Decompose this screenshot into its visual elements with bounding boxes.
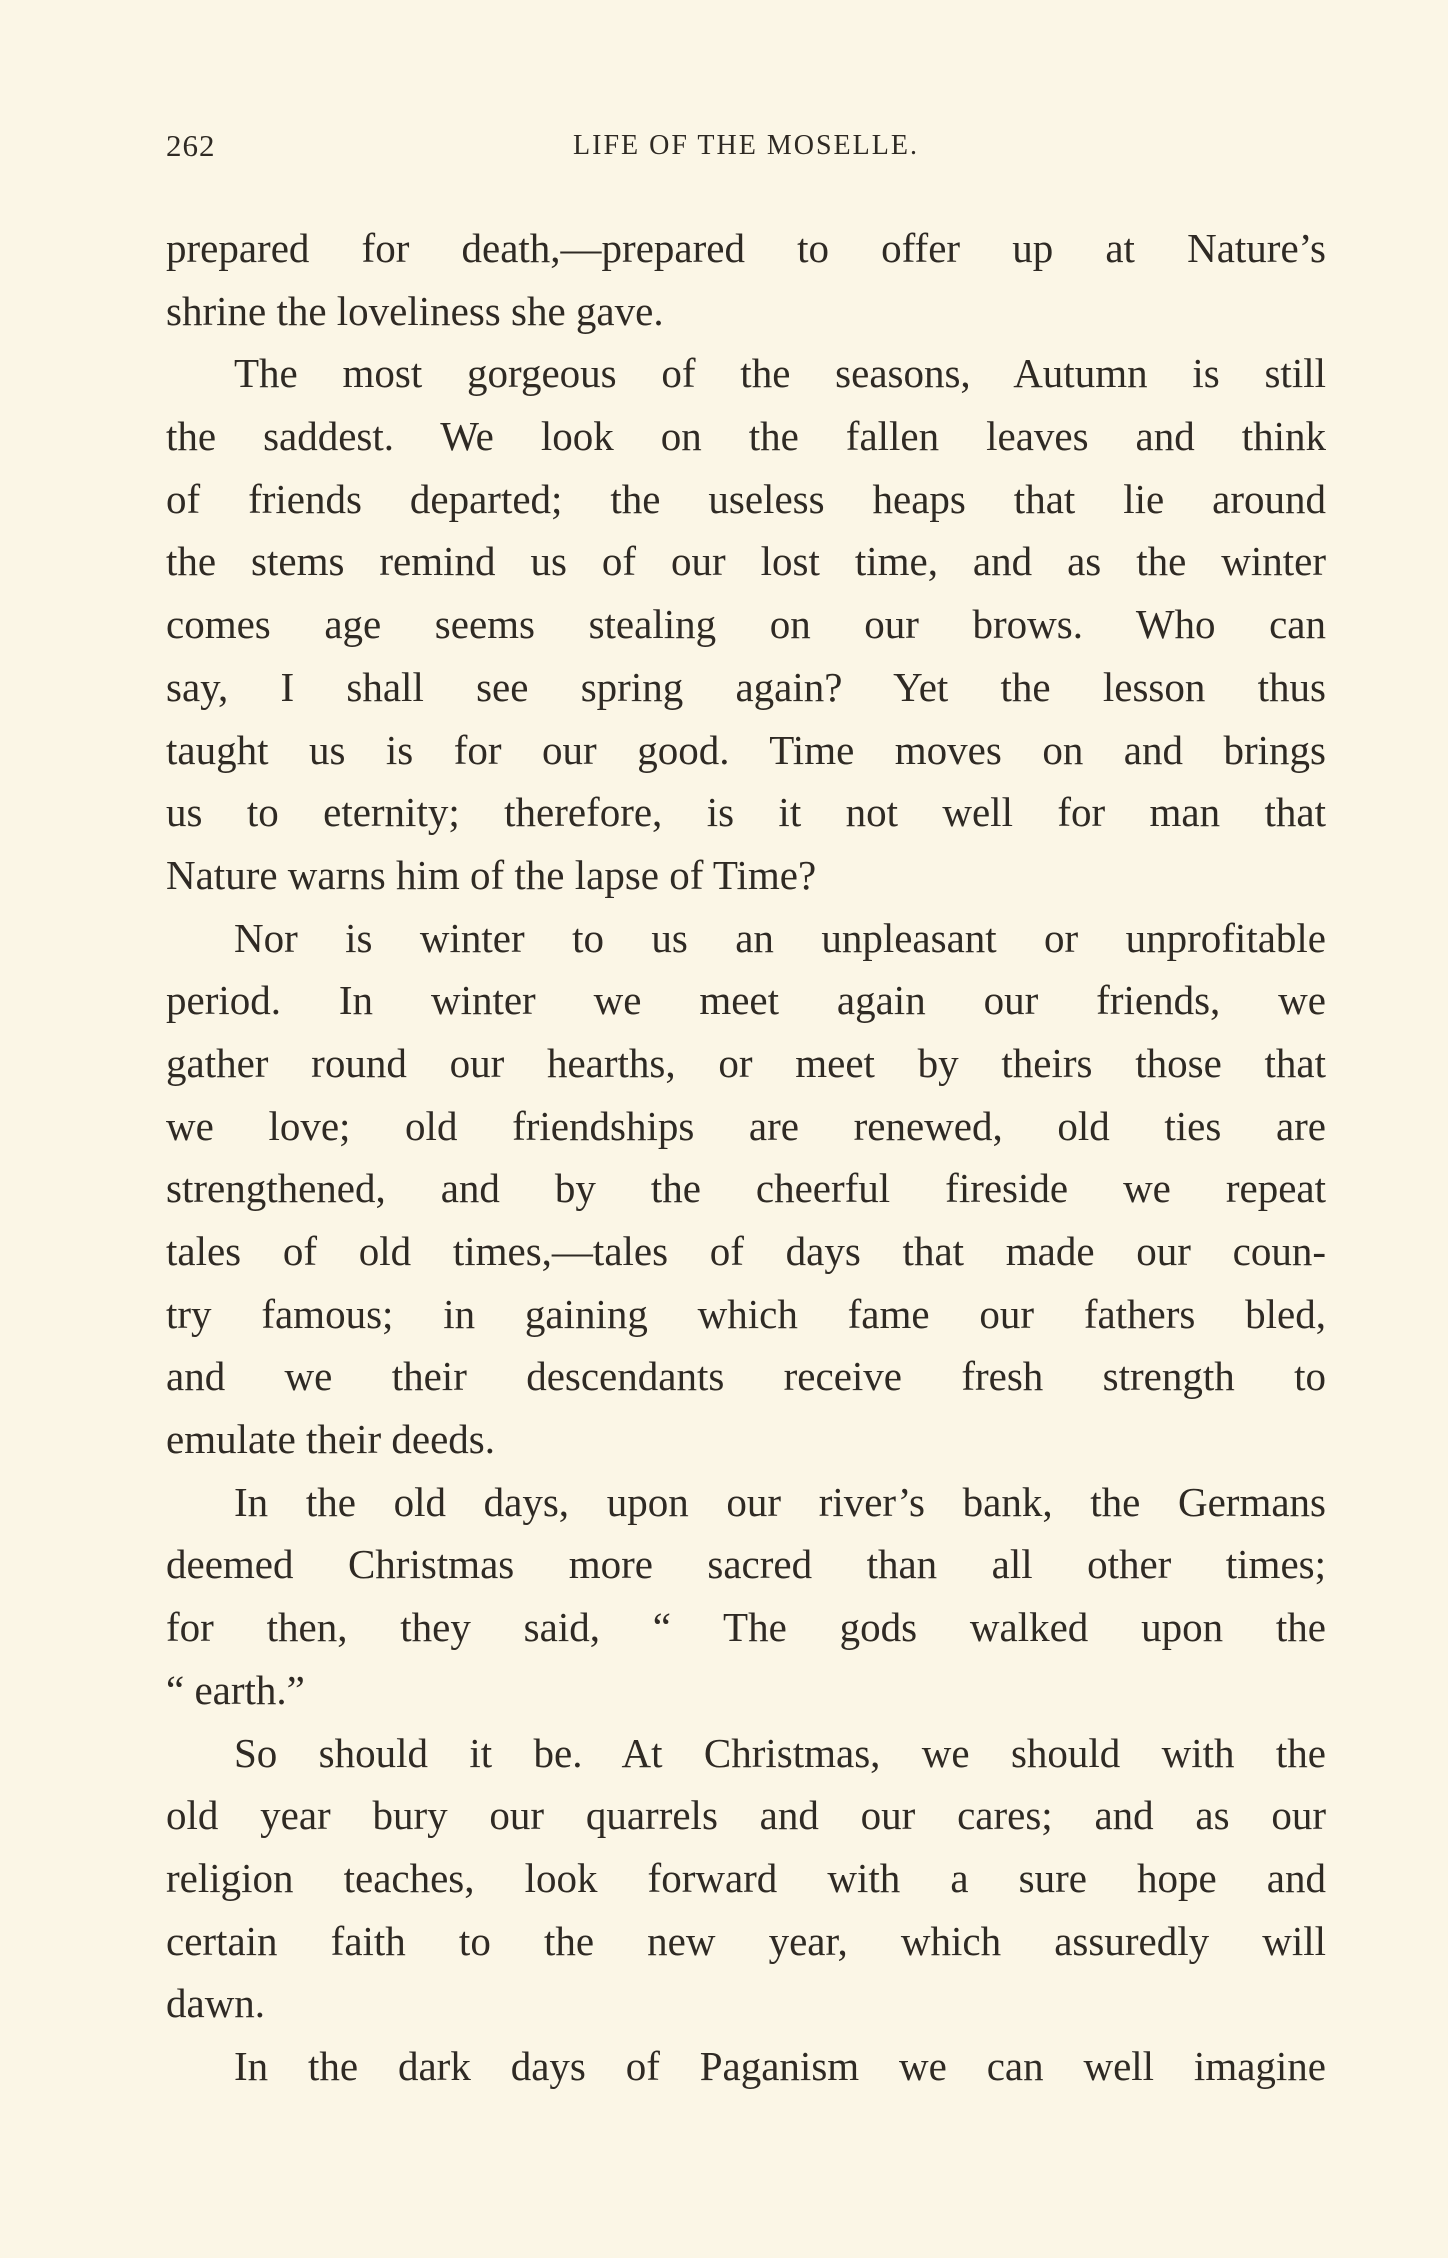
text-line: prepared for death,—prepared to offer up at Nature’s bbox=[166, 225, 1326, 271]
text-line: try famous; in gaining which fame our fathers bled, bbox=[166, 1290, 1326, 1337]
page-number: 262 bbox=[166, 128, 216, 163]
text-line: Nor is winter to us an unpleasant or unprofitable bbox=[234, 914, 1326, 961]
text-line: strengthened, and by the cheerful fireside we repeat bbox=[166, 1165, 1326, 1212]
running-head: LIFE OF THE MOSELLE. bbox=[573, 130, 919, 161]
text-line: In the old days, upon our river’s bank, the Germans bbox=[234, 1478, 1326, 1525]
text-line: So should it be. At Christmas, we should with the bbox=[234, 1729, 1326, 1776]
text-line: emulate their deeds. bbox=[166, 1416, 496, 1463]
text-line: taught us is for our good. Time moves on and brings bbox=[166, 726, 1326, 773]
text-line: deemed Christmas more sacred than all other times; bbox=[166, 1541, 1326, 1588]
text-line: religion teaches, look forward with a sure hope and bbox=[166, 1854, 1326, 1901]
body-text bbox=[166, 217, 1326, 2098]
text-line: the saddest. We look on the fallen leaves and think bbox=[166, 413, 1326, 460]
text-line: The most gorgeous of the seasons, Autumn is still bbox=[234, 350, 1326, 397]
text-line: and we their descendants receive fresh strength to bbox=[166, 1353, 1326, 1400]
text-line: dawn. bbox=[166, 1980, 266, 2027]
text-line: we love; old friendships are renewed, old ties are bbox=[166, 1102, 1326, 1149]
text-line: of friends departed; the useless heaps that lie around bbox=[166, 475, 1326, 522]
text-line: shrine the loveliness she gave. bbox=[166, 287, 664, 334]
text-line: for then, they said, “ The gods walked upon the bbox=[166, 1604, 1326, 1651]
text-line: comes age seems stealing on our brows. Who can bbox=[166, 601, 1326, 648]
text-line: period. In winter we meet again our friends, we bbox=[166, 977, 1326, 1024]
text-line: tales of old times,—tales of days that made our coun- bbox=[166, 1228, 1326, 1274]
text-line: the stems remind us of our lost time, and as the winter bbox=[166, 538, 1326, 585]
text-line: “ earth.” bbox=[166, 1666, 305, 1713]
text-line: certain faith to the new year, which assuredly will bbox=[166, 1917, 1326, 1964]
text-line: Nature warns him of the lapse of Time? bbox=[166, 851, 817, 898]
text-line: gather round our hearths, or meet by theirs those that bbox=[166, 1039, 1326, 1086]
text-line: In the dark days of Paganism we can well imagine bbox=[234, 2042, 1326, 2089]
page-header bbox=[166, 128, 1326, 174]
text-line: say, I shall see spring again? Yet the lesson thus bbox=[166, 663, 1326, 710]
text-line: old year bury our quarrels and our cares; and as our bbox=[166, 1792, 1326, 1839]
text-line: us to eternity; therefore, is it not well for man that bbox=[166, 789, 1326, 836]
